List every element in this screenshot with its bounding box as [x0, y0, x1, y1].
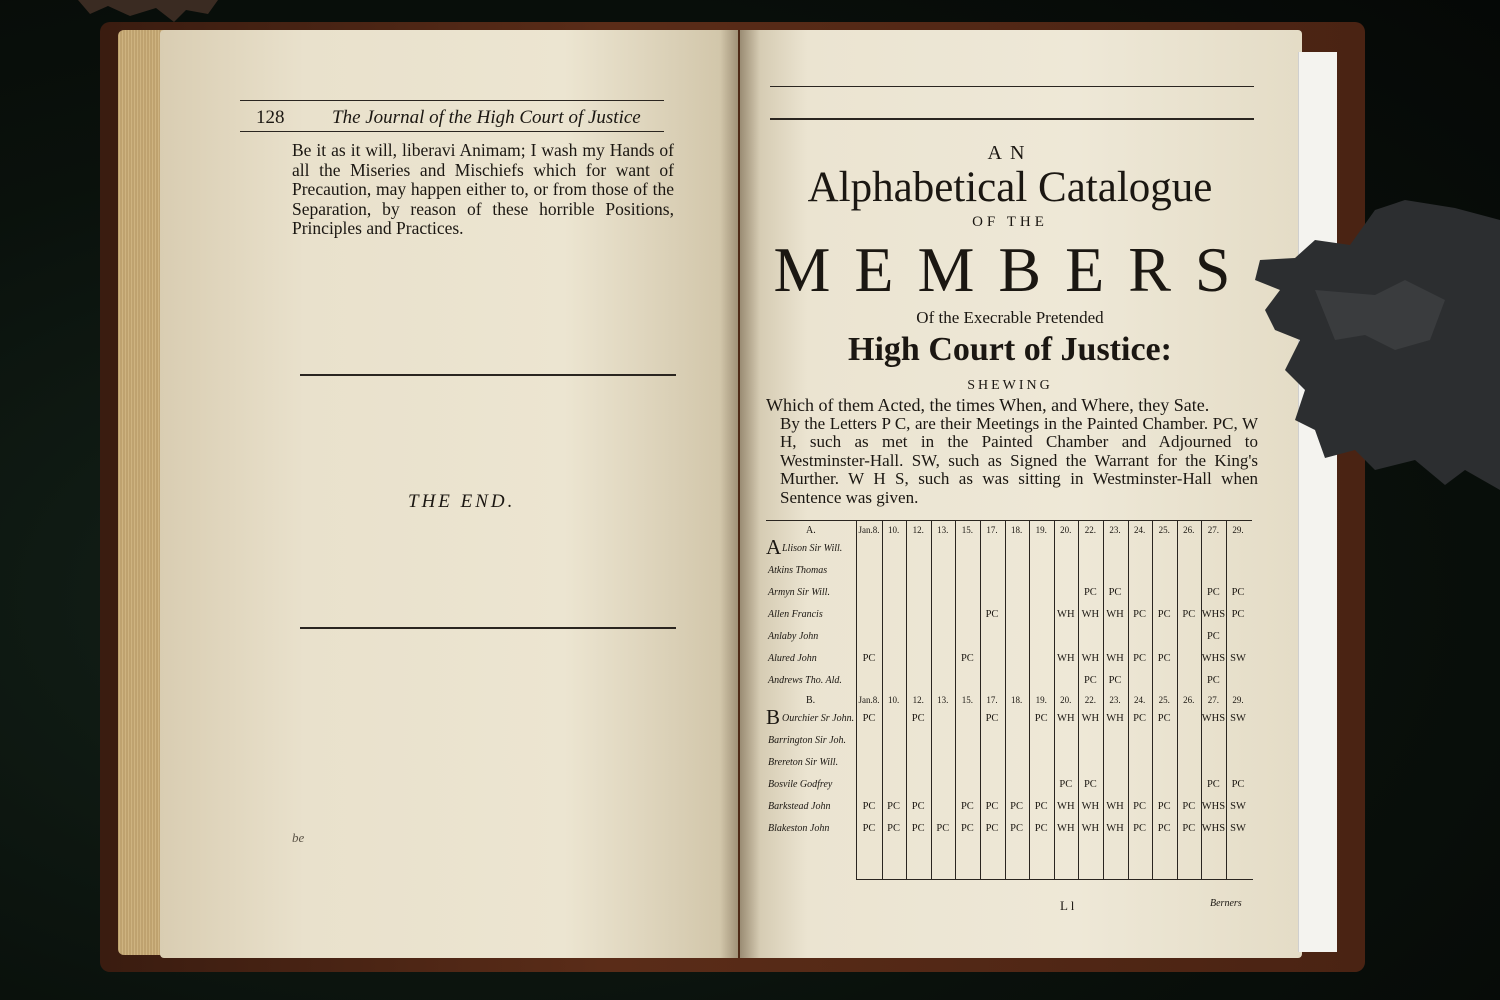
section-letter: A.: [806, 525, 816, 536]
attendance-cell: WH: [1081, 653, 1100, 664]
attendance-cell: PC: [1182, 823, 1196, 834]
attendance-cell: PC: [1231, 609, 1245, 620]
attendance-grid: [856, 521, 1253, 880]
date-header: 23.: [1109, 525, 1121, 535]
attendance-cell: WH: [1057, 823, 1075, 834]
member-name: Bosvile Godfrey: [768, 779, 833, 790]
member-name: Alured John: [768, 653, 817, 664]
attendance-cell: WH: [1106, 713, 1124, 724]
date-header: 15.: [961, 525, 974, 535]
member-name: Andrews Tho. Ald.: [768, 675, 842, 686]
date-header: 26.: [1183, 695, 1195, 705]
right-page: [740, 30, 1302, 958]
attendance-cell: PC: [985, 801, 999, 812]
date-header: 25.: [1158, 695, 1170, 705]
paper-slip: [1298, 52, 1337, 952]
attendance-cell: SW: [1230, 653, 1246, 664]
attendance-cell: PC: [985, 609, 999, 620]
metal-clasp-top: [78, 0, 218, 22]
date-header: 22.: [1084, 695, 1097, 705]
top-rule-double: [770, 118, 1254, 120]
date-header: 10.: [887, 695, 900, 705]
attendance-cell: PC: [911, 823, 925, 834]
section-initial: B: [766, 705, 781, 729]
divider-rule: [300, 374, 676, 376]
member-name: Atkins Thomas: [768, 565, 828, 576]
attendance-cell: WH: [1057, 713, 1075, 724]
title-shewing: SHEWING: [967, 378, 1053, 393]
attendance-cell: WH: [1106, 653, 1124, 664]
attendance-cell: WH: [1057, 653, 1075, 664]
attendance-table: [766, 520, 1252, 879]
attendance-cell: WHS: [1201, 823, 1226, 834]
date-header: 10.: [887, 525, 900, 535]
date-header: 18.: [1010, 525, 1023, 535]
date-header: 20.: [1060, 525, 1072, 535]
member-name: Ourchier Sr John.: [782, 713, 855, 724]
attendance-cell: SW: [1230, 713, 1246, 724]
divider-rule: [300, 627, 676, 629]
date-header: 25.: [1158, 525, 1170, 535]
member-name: Anlaby John: [768, 631, 819, 642]
date-header: 23.: [1109, 695, 1121, 705]
attendance-cell: PC: [1182, 801, 1196, 812]
intro-legend-text: By the Letters P C, are their Meetings in the Painted Chamber. PC, W H, such as met in the Painted Chamber and Adjourned to Westminster-Hall. SW, such as Signed the Warrant for the King's Murther. W H S, such as was sitting in Westminster-Hall when Sentence was given.: [780, 413, 1258, 507]
member-name: Llison Sir Will.: [782, 543, 843, 554]
attendance-cell: PC: [862, 823, 876, 834]
attendance-cell: PC: [1157, 801, 1171, 812]
signature-mark: L l: [1060, 898, 1075, 913]
attendance-cell: PC: [985, 713, 999, 724]
date-header: Jan.8.: [858, 695, 880, 705]
attendance-cell: PC: [887, 823, 901, 834]
attendance-cell: SW: [1230, 823, 1246, 834]
attendance-cell: PC: [1157, 609, 1171, 620]
attendance-cell: PC: [985, 823, 999, 834]
attendance-cell: PC: [960, 801, 974, 812]
attendance-cell: PC: [1010, 801, 1024, 812]
attendance-cell: PC: [911, 801, 925, 812]
member-name: Allen Francis: [768, 609, 823, 620]
attendance-cell: WHS: [1201, 609, 1226, 620]
attendance-cell: PC: [1083, 675, 1097, 686]
date-header: Jan.8.: [858, 525, 880, 535]
section-initial: A: [766, 535, 782, 559]
attendance-cell: PC: [1231, 779, 1245, 790]
date-header: 29.: [1232, 525, 1244, 535]
attendance-cell: PC: [1157, 823, 1171, 834]
attendance-cell: PC: [936, 823, 950, 834]
attendance-cell: WH: [1081, 713, 1100, 724]
date-header: 20.: [1060, 695, 1072, 705]
page-fore-edge: [118, 30, 164, 955]
attendance-cell: PC: [1108, 587, 1122, 598]
intro-first-line: Which of them Acted, the times When, and Where, they Sate.: [766, 395, 1210, 415]
date-header: 24.: [1133, 525, 1146, 535]
member-name: Barrington Sir Joh.: [768, 735, 847, 746]
date-header: 15.: [961, 695, 974, 705]
attendance-cell: WH: [1057, 801, 1075, 812]
left-running-header: [240, 100, 664, 132]
attendance-cell: PC: [1010, 823, 1024, 834]
attendance-cell: PC: [887, 801, 901, 812]
title-of-the: OF THE: [972, 214, 1048, 230]
date-header: 18.: [1010, 695, 1023, 705]
catchword: be: [292, 830, 305, 845]
attendance-cell: PC: [1034, 713, 1048, 724]
attendance-cell: PC: [1108, 675, 1122, 686]
title-subtitle: Of the Execrable Pretended: [916, 308, 1104, 327]
attendance-cell: WH: [1081, 609, 1100, 620]
attendance-cell: PC: [1206, 675, 1220, 686]
member-name: Armyn Sir Will.: [768, 587, 830, 598]
attendance-cell: PC: [960, 823, 974, 834]
attendance-cell: PC: [1083, 779, 1097, 790]
attendance-cell: PC: [1157, 713, 1171, 724]
member-name: Blakeston John: [768, 823, 830, 834]
attendance-cell: PC: [1059, 779, 1073, 790]
attendance-cell: PC: [1206, 587, 1220, 598]
page-number: 128: [256, 107, 285, 128]
attendance-cell: WH: [1106, 609, 1124, 620]
attendance-cell: PC: [1157, 653, 1171, 664]
date-header: 12.: [912, 525, 924, 535]
attendance-cell: WH: [1106, 823, 1124, 834]
attendance-cell: PC: [1206, 779, 1220, 790]
date-header: 12.: [912, 695, 924, 705]
date-header: 29.: [1232, 695, 1244, 705]
date-header: 17.: [986, 525, 998, 535]
attendance-cell: WH: [1106, 801, 1124, 812]
attendance-cell: PC: [1133, 713, 1147, 724]
attendance-cell: PC: [1034, 823, 1048, 834]
catchword: Berners: [1210, 898, 1242, 909]
attendance-cell: WHS: [1201, 713, 1226, 724]
running-head-title: The Journal of the High Court of Justice: [332, 107, 641, 128]
title-high-court: High Court of Justice:: [848, 331, 1172, 368]
date-header: 17.: [986, 695, 998, 705]
date-header: 27.: [1207, 695, 1220, 705]
attendance-cell: PC: [911, 713, 925, 724]
date-header: 13.: [937, 525, 949, 535]
date-header: 19.: [1035, 695, 1047, 705]
attendance-cell: PC: [960, 653, 974, 664]
attendance-cell: PC: [1182, 609, 1196, 620]
attendance-cell: PC: [1133, 801, 1147, 812]
attendance-cell: PC: [1034, 801, 1048, 812]
title-an: AN: [987, 142, 1033, 164]
left-page: [160, 30, 738, 958]
date-header: 26.: [1183, 525, 1195, 535]
metal-bookmark: [1255, 200, 1500, 500]
date-header: 27.: [1207, 525, 1220, 535]
attendance-cell: PC: [1133, 653, 1147, 664]
date-header: 13.: [937, 695, 949, 705]
intro-paragraph: [766, 396, 1258, 507]
attendance-cell: SW: [1230, 801, 1246, 812]
attendance-cell: PC: [1133, 823, 1147, 834]
book-gutter: [720, 30, 760, 958]
attendance-cell: PC: [1231, 587, 1245, 598]
attendance-cell: WH: [1081, 823, 1100, 834]
attendance-cell: PC: [862, 653, 876, 664]
date-header: 24.: [1133, 695, 1146, 705]
top-rule: [770, 86, 1254, 87]
attendance-cell: PC: [862, 713, 876, 724]
the-end-heading: THE END.: [408, 491, 516, 512]
title-alphabetical-catalogue: Alphabetical Catalogue: [807, 164, 1213, 211]
date-header: 19.: [1035, 525, 1047, 535]
attendance-cell: PC: [1133, 609, 1147, 620]
attendance-cell: WHS: [1201, 801, 1226, 812]
section-letter: B.: [806, 695, 816, 706]
attendance-cell: PC: [862, 801, 876, 812]
member-name: Brereton Sir Will.: [768, 757, 839, 768]
member-name: Barkstead John: [768, 801, 831, 812]
attendance-cell: WH: [1057, 609, 1075, 620]
attendance-cell: WHS: [1201, 653, 1226, 664]
title-members: MEMBERS: [773, 234, 1255, 305]
closing-paragraph: Be it as it will, liberavi Animam; I wash my Hands of all the Miseries and Mischiefs which for want of Precaution, may happen either to, or from those of the Separation, by reason of these horrible Positions, Principles and Practices.: [292, 140, 674, 238]
attendance-cell: PC: [1206, 631, 1220, 642]
attendance-cell: WH: [1081, 801, 1100, 812]
attendance-cell: PC: [1083, 587, 1097, 598]
date-header: 22.: [1084, 525, 1097, 535]
